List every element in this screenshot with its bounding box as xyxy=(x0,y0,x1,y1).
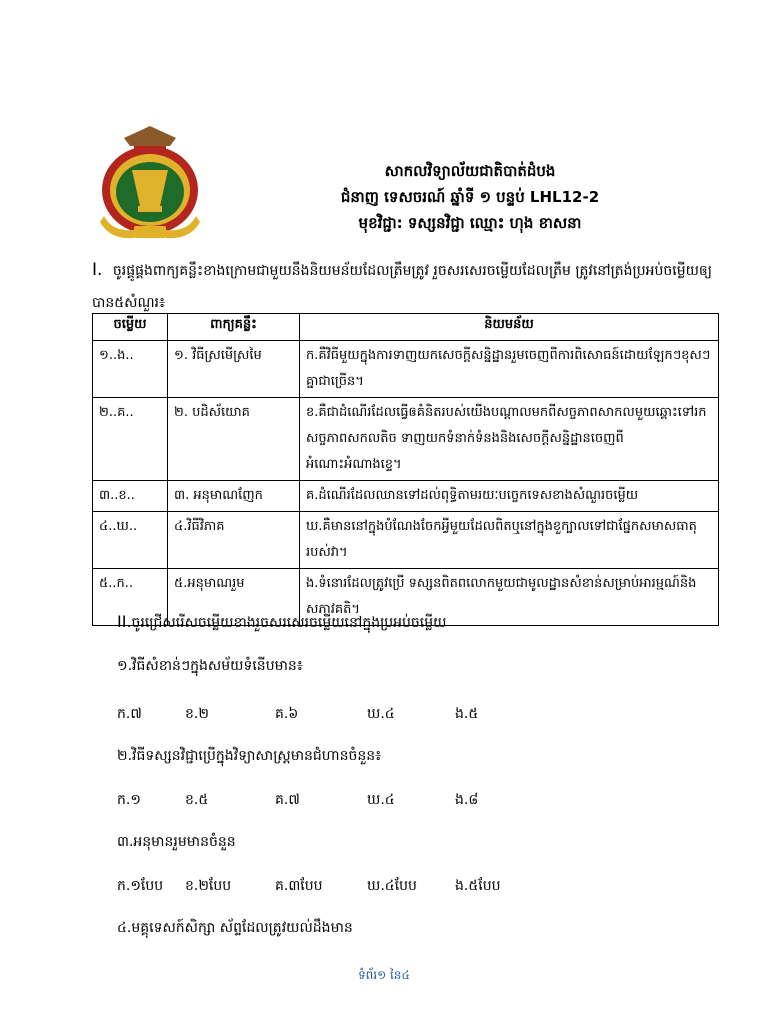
term-cell: ១. វិធីស្រមើស្រមៃ xyxy=(168,341,300,398)
page-number: ទំព័រ១ នៃ៤ xyxy=(358,968,410,982)
option: ក.៧ xyxy=(117,706,142,722)
answer-cell: ៤..ឃ.. xyxy=(93,512,168,569)
term-cell: ៣. អនុមាណញែក xyxy=(168,481,300,512)
question-4: ៤.មគ្គុទេសក៍សិក្សា ស័ព្ទដែលត្រូវយល់ដឹងមាន xyxy=(117,920,353,936)
answer-cell: ៣..ខ.. xyxy=(93,481,168,512)
option: ង.៨ xyxy=(455,792,479,808)
option: ខ.២ xyxy=(185,706,209,722)
option: ង.៥បែប xyxy=(455,878,501,894)
section1-instruction-block xyxy=(92,254,722,319)
definition-cell: ខ.គឺជាដំណើរដែលធ្វើឲគំនិតរបស់យើងបណ្តាលមកពីសច្ចភាពសាកលមួយឆ្ពោះទៅរកសច្ចភាពសកលតិច ទាញយកទំនាក់ទំនងនិងសេចក្តីសន្និដ្ឋានចេញពីអំណោះអំណាងខ្ទេ។ xyxy=(300,398,719,481)
option: ខ.៥ xyxy=(185,792,209,808)
term-cell: ៤.វិធីវិភាគ xyxy=(168,512,300,569)
definition-cell: ង.ទំនោរដែលត្រូវប្រើ ទស្សនពិតពលោកមួយជាមូលដ្ឋានសំខាន់សម្រាប់អារម្មណ៍និងសភាវគតិ។ xyxy=(300,569,719,626)
definition-cell: ឃ.គឺមាននៅក្នុងបំណែងចែកអ្វីមួយដែលពិតឬនៅក្នុងខួក្បាលទៅជាផ្នែកសមាសធាតុរបស់វា។ xyxy=(300,512,719,569)
definition-cell: ក.គឺវិធីមួយក្នុងការទាញយកសេចក្តីសន្និដ្ឋានរួមចេញពីការពិសោធន៍ដោយឡែកៗខុសៗគ្នាជាច្រើន។ xyxy=(300,341,719,398)
table-row xyxy=(93,481,719,512)
subject-line: មុខវិជ្ជា: ទស្សនវិជ្ជា ឈ្មោះ ហុង ខាសនា xyxy=(358,214,582,232)
section1-instruction: ចូរផ្គូផ្គងពាក្យគន្លឹះខាងក្រោមជាមួយនឹងនិយមន័យដែលត្រឹមត្រូវ រួចសរសេរចម្លើយដែលត្រឹម ត្រូវនៅត្រង់ប្រអប់ចម្លើយឲ្យបាន៥សំណួរ៖ xyxy=(92,263,712,311)
table-row xyxy=(93,398,719,481)
option: ក.១ xyxy=(117,792,141,808)
answer-cell: ១..ង.. xyxy=(93,341,168,398)
column-header: ចម្លើយ xyxy=(93,314,168,341)
option: ខ.២បែប xyxy=(185,878,232,894)
table-row xyxy=(93,341,719,398)
option: ឃ.៤ xyxy=(367,706,395,722)
document-header xyxy=(300,158,640,236)
class-line: ជំនាញ ទេសចរណ៍ ឆ្នាំទី ១ បន្ទប់ LHL12-2 xyxy=(340,188,600,206)
question-1: ១.វិធីសំខាន់ៗក្នុងសម័យទំនើបមាន៖ xyxy=(117,658,303,674)
answer-cell: ៥..ក.. xyxy=(93,569,168,626)
university-name: សាកលវិទ្យាល័យជាតិបាត់ដំបង xyxy=(384,162,556,180)
table-row xyxy=(93,512,719,569)
matching-table xyxy=(92,313,719,626)
option: គ.៦ xyxy=(275,706,299,722)
definition-cell: គ.ដំណើរដែលឈានទៅដល់ពុទ្ធិតាមរយៈបច្ចេកទេសខាងសំណួរចម្លើយ xyxy=(300,481,719,512)
option: គ.៣បែប xyxy=(275,878,323,894)
term-cell: ៥.អនុមាណរួម xyxy=(168,569,300,626)
section1-numeral: I. xyxy=(92,260,103,280)
university-logo xyxy=(94,120,206,245)
section2-numeral: II. xyxy=(117,612,132,631)
option: គ.៧ xyxy=(275,792,300,808)
section2-instruction-block xyxy=(117,612,446,634)
column-header: និយមន័យ xyxy=(300,314,719,341)
option: ឃ.៤ xyxy=(367,792,395,808)
section2-instruction: ចូរជ្រើសរើសចម្លើយខាងរួចសរសេរចម្លើយនៅក្នុងប្រអប់ចម្លើយ xyxy=(131,615,447,631)
option: ង.៥ xyxy=(455,706,479,722)
question-2: ២.វិធីទស្សនវិជ្ជាប្រើក្នុងវិទ្យាសាស្រ្តមានជំហានចំនួន៖ xyxy=(117,748,382,764)
option: ឃ.៤បែប xyxy=(367,878,417,894)
table-header-row xyxy=(93,314,719,341)
option: ក.១បែប xyxy=(117,878,164,894)
term-cell: ២. បដិស័យោគ xyxy=(168,398,300,481)
answer-cell: ២..គ.. xyxy=(93,398,168,481)
question-3: ៣.អនុមានរួមមានចំនួន xyxy=(117,834,236,850)
column-header: ពាក្យគន្លឹះ xyxy=(168,314,300,341)
